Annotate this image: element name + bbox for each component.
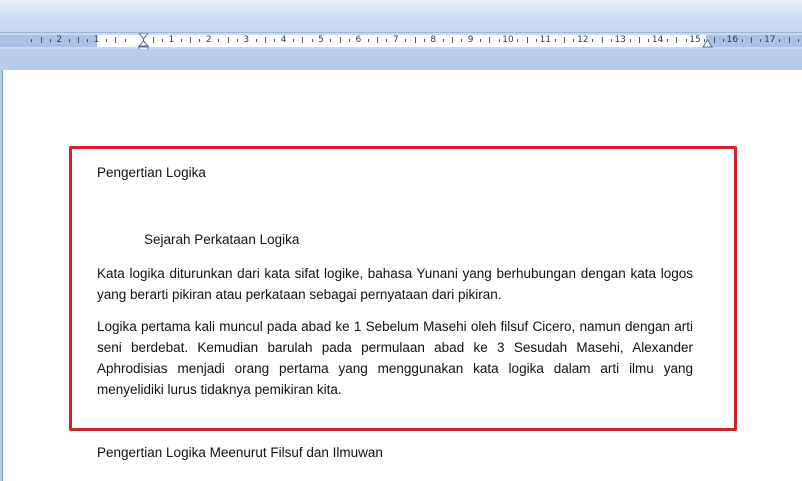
ruler-tick (489, 37, 490, 43)
ruler-number: 14 (651, 35, 664, 45)
ruler-tick (415, 37, 416, 43)
ruler-number: 11 (539, 35, 552, 45)
ruler-number: 3 (243, 35, 250, 45)
ruler-number: 2 (56, 35, 63, 45)
right-indent-icon[interactable] (702, 39, 713, 49)
ruler-number: 1 (168, 35, 175, 45)
ruler-tick (368, 39, 369, 42)
ruler-tick (480, 39, 481, 42)
ruler-tick (555, 39, 556, 42)
page-corner-shading (0, 49, 60, 71)
ruler-number: 7 (392, 35, 399, 45)
ruler-tick (228, 37, 229, 43)
ruler-tick (424, 39, 425, 42)
heading-next-section: Pengertian Logika Meenurut Filsuf dan Ilmuwan (97, 445, 383, 460)
ruler-number: 17 (764, 35, 776, 45)
ruler-left-margin (0, 35, 97, 47)
paragraph-1: Kata logika diturunkan dari kata sifat logike, bahasa Yunani yang berhubungan dengan kata logos yang berarti pikiran atau perkataan sebagai pernyataan dari pikiran. (97, 266, 693, 302)
ruler-tick (527, 37, 528, 43)
ruler-tick (789, 37, 790, 43)
paragraph-2: Logika pertama kali muncul pada abad ke 1 Sebelum Masehi oleh filsuf Cicero, namun dengan arti seni berdebat. Kemudian barulah pada permulaan abad ke 3 Sesudah Masehi, Alexander Aphrodisias menjadi orang pertama yang menggunakan kata logika dalam arti ilmu yang menyelidiki lurus tidaknya pemikiran kita. (97, 319, 693, 397)
ruler-tick (405, 39, 406, 42)
ruler-tick (676, 37, 677, 43)
ruler-number: 16 (726, 35, 739, 45)
ruler-tick (162, 39, 163, 42)
ruler-tick (181, 39, 182, 42)
ruler-tick (31, 39, 32, 42)
ruler-tick (256, 39, 257, 42)
ruler-tick (106, 39, 107, 42)
ruler-tick (87, 39, 88, 42)
ruler-tick (443, 39, 444, 42)
ruler-tick (41, 37, 42, 43)
ruler-tick (751, 37, 752, 43)
ruler-tick (461, 39, 462, 42)
ribbon-bottom-edge (0, 0, 802, 33)
heading-pengertian-logika: Pengertian Logika (97, 165, 206, 180)
ruler-number: 8 (430, 35, 437, 45)
ruler-tick (564, 37, 565, 43)
ruler-number: 1 (93, 35, 100, 45)
ruler-tick (499, 39, 500, 42)
ruler-tick (78, 37, 79, 43)
ruler-tick (50, 39, 51, 42)
ruler-tick (302, 37, 303, 43)
ruler-tick (779, 39, 780, 42)
ruler-number: 12 (577, 35, 589, 45)
ruler-number: 9 (467, 35, 474, 45)
ruler-tick (330, 39, 331, 42)
ruler-tick (592, 39, 593, 42)
ruler-tick (714, 37, 715, 43)
ruler-number: 5 (318, 35, 324, 45)
ruler-tick (293, 39, 294, 42)
ruler-tick (639, 37, 640, 43)
ruler-tick (125, 39, 126, 42)
ruler-tick (630, 39, 631, 42)
ruler-tick (536, 39, 537, 42)
ruler-number: 13 (614, 35, 626, 45)
ruler-tick (760, 39, 761, 42)
ruler-tick (115, 37, 116, 43)
ruler-tick (265, 37, 266, 43)
subheading-sejarah: Sejarah Perkataan Logika (144, 232, 300, 247)
ruler-tick (274, 39, 275, 42)
horizontal-ruler[interactable] (0, 33, 802, 49)
ruler-tick (723, 39, 724, 42)
ruler-tick (452, 37, 453, 43)
ruler-tick (349, 39, 350, 42)
ruler-tick (611, 39, 612, 42)
ruler-tick (742, 39, 743, 42)
ruler-tick (377, 37, 378, 43)
ruler-tick (667, 39, 668, 42)
ruler-number: 15 (689, 35, 701, 45)
ruler-tick (686, 39, 687, 42)
ruler-tick (602, 37, 603, 43)
ruler-number: 2 (205, 35, 212, 45)
ruler-tick (190, 37, 191, 43)
ruler-tick (237, 39, 238, 42)
ruler-tick (517, 39, 518, 42)
ruler-tick (648, 39, 649, 42)
ruler-tick (153, 37, 154, 43)
ruler-tick (218, 39, 219, 42)
ruler-tick (199, 39, 200, 42)
ruler-number: 4 (280, 35, 287, 45)
ruler-number: 10 (502, 35, 514, 45)
ruler-tick (798, 39, 799, 42)
ruler-tick (69, 39, 70, 42)
ruler-number: 6 (355, 35, 362, 45)
ruler-tick (573, 39, 574, 42)
ruler-tick (312, 39, 313, 42)
ruler-tick (386, 39, 387, 42)
ruler-tick (340, 37, 341, 43)
